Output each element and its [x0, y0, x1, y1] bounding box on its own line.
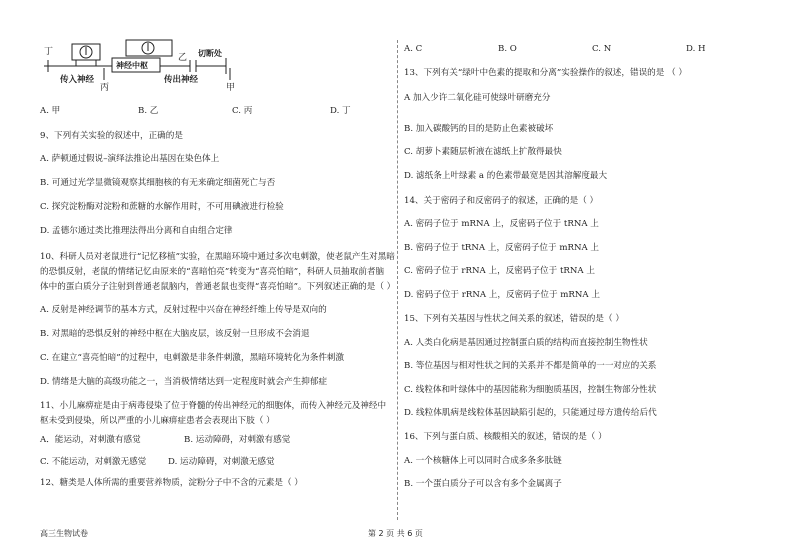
q10-stem-line2: 的恐惧反射，老鼠的情绪记忆由原来的“喜暗怕亮”转变为“喜亮怕暗”，科研人员抽取前者脑	[40, 267, 385, 277]
q15-option-c: C. 线粒体和叶绿体中的基因能称为细胞质基因，控制生物部分性状	[404, 385, 657, 395]
q12-option-a: A. C	[404, 44, 423, 54]
q12-stem: 12、糖类是人体所需的重要营养物质，淀粉分子中不含的元素是（ ）	[40, 478, 303, 488]
label-bing: 丙	[100, 83, 110, 93]
q10-option-b: B. 对黑暗的恐惧反射的神经中枢在大脑皮层，该反射一旦形成不会消退	[40, 329, 310, 339]
q16-option-a: A. 一个核糖体上可以同时合成多条多肽链	[404, 456, 562, 466]
column-divider	[397, 40, 398, 520]
q10-option-d: D. 情绪是大脑的高级功能之一，当消极情绪达到一定程度时就会产生抑郁症	[40, 377, 328, 387]
q14-option-b: B. 密码子位于 tRNA 上，反密码子位于 mRNA 上	[404, 243, 600, 253]
reflex-arc-diagram	[40, 38, 260, 96]
q11-stem-line1: 11、小儿麻痹症是由于病毒侵染了位于脊髓的传出神经元的细胞体，而传入神经元及神经中	[40, 401, 387, 411]
q14-option-d: D. 密码子位于 rRNA 上，反密码子位于 mRNA 上	[404, 290, 600, 300]
q11-option-b: B. 运动障碍，对刺激有感觉	[184, 435, 291, 445]
q10-stem-line3: 体中的蛋白质分子注射到普通老鼠脑内，普通老鼠也变得“喜亮怕暗”。下列叙述正确的是（ ）	[40, 282, 396, 292]
q9-option-a: A. 萨顿通过假说–演绎法推论出基因在染色体上	[40, 154, 220, 164]
label-efferent: 传出神经	[164, 75, 199, 85]
q14-stem: 14、关于密码子和反密码子的叙述，正确的是（ ）	[404, 196, 599, 206]
q10-option-a: A. 反射是神经调节的基本方式，反射过程中兴奋在神经纤维上传导是双向的	[40, 305, 327, 315]
q16-option-b: B. 一个蛋白质分子可以含有多个金属离子	[404, 479, 562, 489]
q11-option-c: C. 不能运动，对刺激无感觉	[40, 457, 147, 467]
q13-option-d: D. 滤纸条上叶绿素 a 的色素带最宽是因其溶解度最大	[404, 171, 608, 181]
label-center: 神经中枢	[116, 60, 148, 70]
q10-option-c: C. 在建立“喜亮怕暗”的过程中，电刺激是非条件刺激，黑暗环境转化为条件刺激	[40, 353, 345, 363]
label-jia: 甲	[226, 83, 236, 93]
q9-option-b: B. 可通过光学显微镜观察其细胞核的有无来确定细菌死亡与否	[40, 178, 276, 188]
q9-option-c: C. 探究淀粉酶对淀粉和蔗糖的水解作用时，不可用碘液进行检验	[40, 202, 284, 212]
label-afferent: 传入神经	[60, 75, 95, 85]
q15-option-a: A. 人类白化病是基因通过控制蛋白质的结构而直接控制生物性状	[404, 338, 648, 348]
footer-page-number: 第 2 页 共 6 页	[368, 529, 423, 538]
q10-stem-line1: 10、科研人员对老鼠进行“记忆移植”实验，在黑暗环境中通过多次电刺激，使老鼠产生对黑暗	[40, 252, 395, 262]
label-yi: 乙	[178, 53, 188, 63]
q11-option-a: A．能运动，对刺激有感觉	[40, 435, 141, 445]
q13-option-a: A 加入少许二氧化硅可使绿叶研磨充分	[404, 93, 551, 103]
q14-option-c: C. 密码子位于 rRNA 上，反密码子位于 tRNA 上	[404, 266, 595, 276]
q11-stem-line2: 枢未受到侵染，所以严重的小儿麻痹症患者会表现出下肢（ ）	[40, 416, 275, 426]
q9-option-d: D. 孟德尔通过类比推理法得出分离和自由组合定律	[40, 226, 233, 236]
q11-option-d: D. 运动障碍，对刺激无感觉	[168, 457, 275, 467]
q9-stem: 9、下列有关实验的叙述中，正确的是	[40, 131, 183, 141]
q12-option-c: C. N	[592, 44, 612, 54]
q8-option-d: D. 丁	[330, 106, 351, 116]
q13-stem: 13、下列有关“绿叶中色素的提取和分离”实验操作的叙述，错误的是 （ ）	[404, 68, 687, 78]
q15-option-d: D. 线粒体肌病是线粒体基因缺陷引起的，只能通过母方遗传给后代	[404, 408, 657, 418]
footer-title: 高三生物试卷	[40, 529, 88, 538]
q8-option-c: C. 丙	[232, 106, 253, 116]
q8-option-b: B. 乙	[138, 106, 159, 116]
q15-stem: 15、下列有关基因与性状之间关系的叙述，错误的是（ ）	[404, 314, 624, 324]
q12-option-d: D. H	[686, 44, 706, 54]
q13-option-b: B. 加入碳酸钙的目的是防止色素被破坏	[404, 124, 554, 134]
q12-option-b: B. O	[498, 44, 517, 54]
q16-stem: 16、下列与蛋白质、核酸相关的叙述，错误的是（ ）	[404, 432, 607, 442]
q15-option-b: B. 等位基因与相对性状之间的关系并不都是简单的一一对应的关系	[404, 361, 657, 371]
label-ding: 丁	[44, 47, 54, 57]
label-cut: 切断处	[198, 48, 222, 58]
q14-option-a: A. 密码子位于 mRNA 上，反密码子位于 tRNA 上	[404, 219, 599, 229]
q13-option-c: C. 胡萝卜素随层析液在滤纸上扩散得最快	[404, 147, 562, 157]
q8-option-a: A. 甲	[40, 106, 61, 116]
